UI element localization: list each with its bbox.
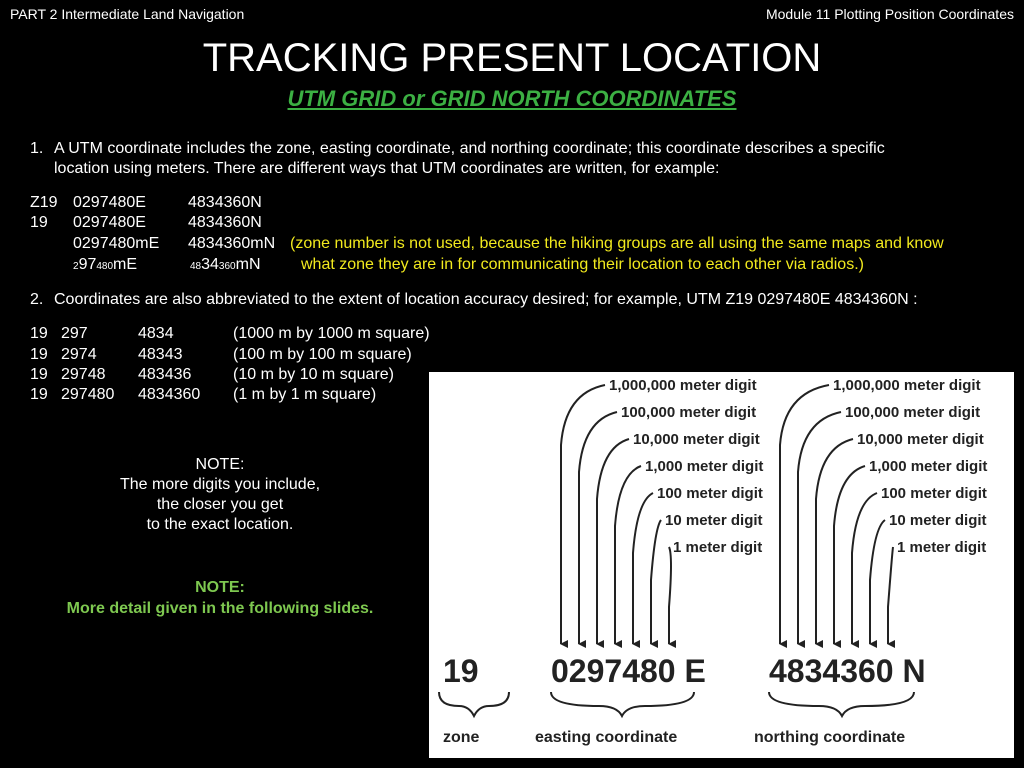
example-note-1: (zone number is not used, because the hiking groups are all using the same maps and know [290,235,944,252]
example-easting: 0297480mE [73,235,160,252]
utm-diagram-svg [429,372,1014,758]
example-zone: 19 [30,214,48,231]
example-easting: 0297480E [73,194,146,211]
precision-easting: 29748 [61,366,106,383]
northing-suffix: mN [235,256,261,273]
precision-northing: 48343 [138,346,183,363]
header-left: PART 2 Intermediate Land Navigation [10,6,245,22]
northing-digit-arrow-3 [834,466,865,644]
zone-label: zone [443,729,480,746]
northing-digit-label-5: 10 meter digit [889,512,987,529]
precision-row [0,384,460,405]
precision-easting: 2974 [61,346,97,363]
easting-brace [551,692,694,716]
northing-label: northing coordinate [754,729,906,746]
precision-northing: 483436 [138,366,192,383]
northing-brace [769,692,914,716]
easting-label: easting coordinate [535,729,678,746]
easting-digit-arrow-0 [561,385,605,644]
northing-digit-arrow-0 [780,385,829,644]
item1-line2: location using meters. There are different ways that UTM coordinates are written, for example: [54,160,720,177]
example-easting: 0297480E [73,214,146,231]
northing-digit-label-0: 1,000,000 meter digit [833,377,981,394]
precision-easting: 297480 [61,386,115,403]
precision-desc: (1000 m by 1000 m square) [233,325,430,342]
note-block [20,455,420,535]
example-row-2 [0,212,1024,233]
easting-small: 480 [96,261,114,272]
easting-digit-label-0: 1,000,000 meter digit [609,377,757,394]
example-note-2: what zone they are in for communicating their location to each other via radios.) [301,256,864,273]
easting-digit-arrow-6 [669,547,671,644]
northing-value: 4834360 N [769,653,926,689]
note-line: the closer you get [156,496,284,513]
northing-digit-label-4: 100 meter digit [881,485,987,502]
easting-digit-arrow-2 [597,439,629,644]
note-heading: NOTE: [195,456,245,473]
utm-coordinate-diagram [429,372,1014,758]
example-row-3 [0,233,1024,254]
precision-zone: 19 [30,386,48,403]
easting-value: 0297480 E [551,653,706,689]
northing-digit-arrow-5 [870,520,885,644]
easting-digit-label-6: 1 meter digit [673,539,763,556]
note-line: to the exact location. [146,516,294,533]
slide-subtitle: UTM GRID or GRID NORTH COORDINATES [287,86,737,111]
easting-digit-arrow-3 [615,466,641,644]
easting-digit-label-5: 10 meter digit [665,512,763,529]
precision-desc: (10 m by 10 m square) [233,366,394,383]
item2-number: 2. [30,291,44,308]
easting-main: 97 [78,256,97,273]
easting-suffix: mE [113,256,138,273]
precision-zone: 19 [30,366,48,383]
northing-digit-arrow-4 [852,493,877,644]
header-right: Module 11 Plotting Position Coordinates [765,6,1014,22]
easting-digit-labels [609,377,763,556]
precision-northing: 4834360 [138,386,201,403]
precision-easting: 297 [61,325,88,342]
precision-zone: 19 [30,325,48,342]
example-northing-emphasis [190,254,261,277]
zone-brace [439,692,509,716]
example-row-4 [0,254,1024,275]
northing-digit-label-2: 10,000 meter digit [857,431,984,448]
easting-digit-label-2: 10,000 meter digit [633,431,760,448]
note-line: The more digits you include, [119,476,321,493]
example-northing: 4834360N [188,214,262,231]
northing-digit-arrows [780,385,893,644]
example-northing: 4834360N [188,194,262,211]
easting-digit-label-1: 100,000 meter digit [621,404,757,421]
slide-title: TRACKING PRESENT LOCATION [202,36,822,80]
northing-digit-arrow-6 [888,547,893,644]
northing-digit-label-3: 1,000 meter digit [869,458,988,475]
precision-desc: (1 m by 1 m square) [233,386,377,403]
northing-main: 34 [201,256,219,273]
note-heading: NOTE: [195,579,245,596]
example-zone: Z19 [30,194,58,211]
easting-digit-label-3: 1,000 meter digit [645,458,764,475]
example-easting-emphasis [73,254,137,277]
precision-row [0,364,460,385]
easting-digit-arrows [561,385,671,644]
northing-small: 360 [218,261,236,272]
item2-text: Coordinates are also abbreviated to the extent of location accuracy desired; for example, UTM Z19 0297480E 4834360N : [54,291,918,308]
northing-prefix: 48 [190,261,202,272]
easting-digit-label-4: 100 meter digit [657,485,763,502]
easting-prefix: 2 [73,261,79,272]
northing-digit-label-1: 100,000 meter digit [845,404,981,421]
item1-number: 1. [30,140,44,157]
note-detail-block [20,577,420,619]
precision-northing: 4834 [138,325,174,342]
example-northing: 4834360mN [188,235,276,252]
zone-value: 19 [443,653,479,689]
note-line: More detail given in the following slides. [66,600,374,617]
item1-line1: A UTM coordinate includes the zone, easting coordinate, and northing coordinate; this coordinate describes a specific [54,140,885,157]
precision-desc: (100 m by 100 m square) [233,346,412,363]
easting-digit-arrow-5 [651,520,661,644]
precision-zone: 19 [30,346,48,363]
northing-digit-label-6: 1 meter digit [897,539,987,556]
example-row-1 [0,192,1024,213]
precision-row [0,323,460,344]
precision-row [0,344,460,365]
